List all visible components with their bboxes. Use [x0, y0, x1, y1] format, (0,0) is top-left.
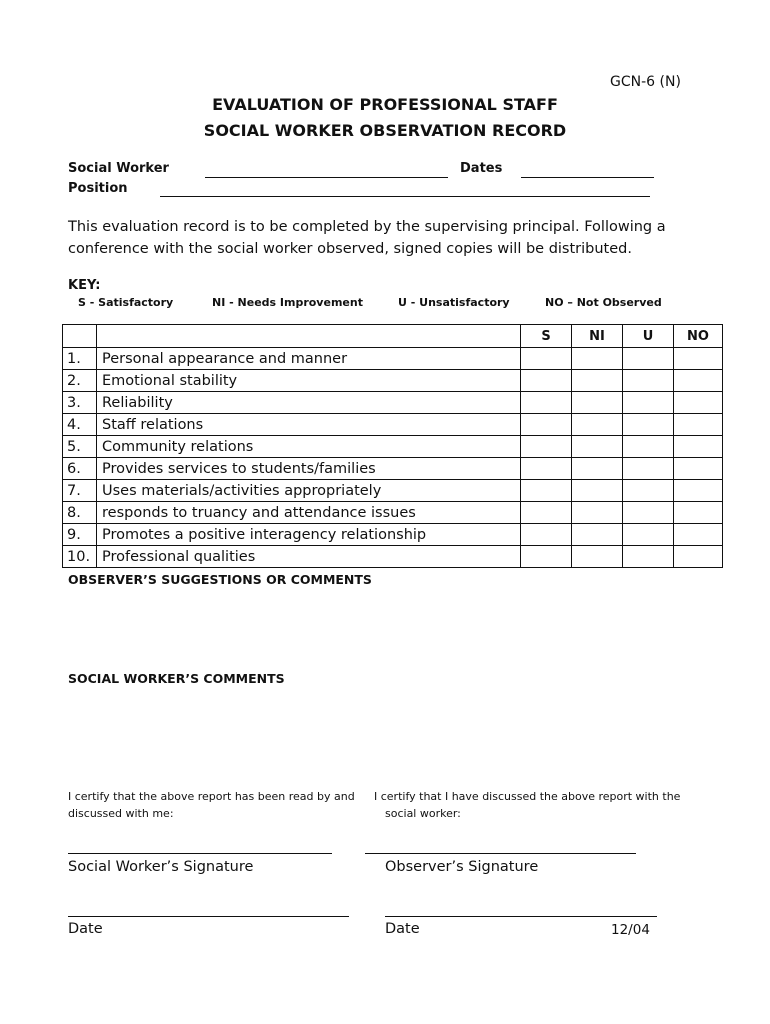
key-needs-improvement: NI - Needs Improvement: [212, 296, 363, 309]
worker-date-label: Date: [68, 921, 103, 937]
rating-cell-ni[interactable]: [572, 436, 623, 458]
rating-cell-u[interactable]: [623, 348, 674, 370]
rating-cell-ni[interactable]: [572, 392, 623, 414]
rating-cell-s[interactable]: [521, 436, 572, 458]
row-criterion: Uses materials/activities appropriately: [97, 480, 521, 502]
rating-cell-no[interactable]: [674, 546, 723, 568]
row-number: 9.: [63, 524, 97, 546]
page-title: EVALUATION OF PROFESSIONAL STAFF: [212, 95, 558, 114]
table-row: [63, 392, 723, 414]
column-s: S: [521, 325, 572, 348]
row-criterion: Staff relations: [97, 414, 521, 436]
worker-date-line[interactable]: [68, 916, 349, 917]
social-worker-field[interactable]: [205, 177, 448, 178]
table-row: [63, 480, 723, 502]
revision-date: 12/04: [611, 922, 650, 938]
row-criterion: Provides services to students/families: [97, 458, 521, 480]
rating-cell-no[interactable]: [674, 502, 723, 524]
worker-signature-line[interactable]: [68, 853, 332, 854]
rating-cell-s[interactable]: [521, 348, 572, 370]
column-no: NO: [674, 325, 723, 348]
page-subtitle: SOCIAL WORKER OBSERVATION RECORD: [203, 121, 567, 140]
observer-comments-area[interactable]: [68, 592, 688, 662]
dates-field[interactable]: [521, 177, 654, 178]
table-header-row: [63, 325, 723, 348]
table-row: [63, 436, 723, 458]
row-criterion: Professional qualities: [97, 546, 521, 568]
rating-table: [62, 324, 723, 568]
social-worker-label: Social Worker: [68, 161, 169, 176]
row-criterion: Community relations: [97, 436, 521, 458]
rating-cell-ni[interactable]: [572, 480, 623, 502]
rating-cell-s[interactable]: [521, 458, 572, 480]
rating-cell-ni[interactable]: [572, 546, 623, 568]
rating-cell-ni[interactable]: [572, 370, 623, 392]
position-label: Position: [68, 181, 128, 196]
certify-worker-text: I certify that the above report has been read by and discussed with me:: [68, 790, 355, 820]
worker-comments-heading: SOCIAL WORKER’S COMMENTS: [68, 671, 285, 686]
observer-date-label: Date: [385, 921, 420, 937]
row-number: 5.: [63, 436, 97, 458]
column-u: U: [623, 325, 674, 348]
row-number: 7.: [63, 480, 97, 502]
rating-cell-u[interactable]: [623, 414, 674, 436]
column-ni: NI: [572, 325, 623, 348]
rating-cell-no[interactable]: [674, 392, 723, 414]
row-criterion: Reliability: [97, 392, 521, 414]
form-code: GCN-6 (N): [610, 74, 681, 90]
observer-signature-label: Observer’s Signature: [385, 859, 539, 875]
rating-cell-s[interactable]: [521, 524, 572, 546]
rating-cell-no[interactable]: [674, 524, 723, 546]
table-row: [63, 370, 723, 392]
intro-text: This evaluation record is to be completed by the supervising principal. Following a conference with the social worker observed, signed copies will be distributed.: [68, 219, 666, 257]
row-number: 1.: [63, 348, 97, 370]
row-number: 3.: [63, 392, 97, 414]
row-number: 10.: [63, 546, 97, 568]
key-unsatisfactory: U - Unsatisfactory: [398, 296, 510, 309]
rating-cell-ni[interactable]: [572, 348, 623, 370]
rating-cell-no[interactable]: [674, 370, 723, 392]
dates-label: Dates: [460, 161, 503, 176]
rating-cell-no[interactable]: [674, 414, 723, 436]
key-satisfactory: S - Satisfactory: [78, 296, 174, 309]
key-title: KEY:: [68, 278, 101, 293]
rating-cell-ni[interactable]: [572, 524, 623, 546]
row-criterion: Promotes a positive interagency relationship: [97, 524, 521, 546]
rating-cell-s[interactable]: [521, 480, 572, 502]
certify-observer-text: I certify that I have discussed the above report with the: [374, 790, 681, 803]
worker-signature-label: Social Worker’s Signature: [68, 859, 254, 875]
rating-cell-u[interactable]: [623, 480, 674, 502]
rating-cell-u[interactable]: [623, 458, 674, 480]
row-number: 8.: [63, 502, 97, 524]
table-row: [63, 502, 723, 524]
rating-cell-u[interactable]: [623, 370, 674, 392]
rating-cell-s[interactable]: [521, 392, 572, 414]
rating-cell-s[interactable]: [521, 546, 572, 568]
key-not-observed: NO – Not Observed: [545, 296, 662, 309]
rating-cell-ni[interactable]: [572, 414, 623, 436]
row-criterion: Emotional stability: [97, 370, 521, 392]
rating-cell-s[interactable]: [521, 414, 572, 436]
table-row: [63, 458, 723, 480]
rating-cell-ni[interactable]: [572, 458, 623, 480]
observer-comments-heading: OBSERVER’S SUGGESTIONS OR COMMENTS: [68, 572, 372, 587]
row-criterion: Personal appearance and manner: [97, 348, 521, 370]
rating-cell-u[interactable]: [623, 436, 674, 458]
row-number: 2.: [63, 370, 97, 392]
row-number: 6.: [63, 458, 97, 480]
rating-cell-no[interactable]: [674, 480, 723, 502]
rating-cell-u[interactable]: [623, 392, 674, 414]
rating-cell-no[interactable]: [674, 348, 723, 370]
rating-cell-u[interactable]: [623, 524, 674, 546]
rating-cell-ni[interactable]: [572, 502, 623, 524]
row-criterion: responds to truancy and attendance issues: [97, 502, 521, 524]
worker-comments-area[interactable]: [68, 691, 688, 781]
rating-cell-s[interactable]: [521, 370, 572, 392]
rating-cell-s[interactable]: [521, 502, 572, 524]
row-number: 4.: [63, 414, 97, 436]
rating-cell-no[interactable]: [674, 436, 723, 458]
observer-date-line[interactable]: [385, 916, 657, 917]
table-row: [63, 524, 723, 546]
rating-cell-no[interactable]: [674, 458, 723, 480]
certify-observer-text-line2: social worker:: [385, 807, 461, 820]
position-field[interactable]: [160, 196, 650, 197]
observer-signature-line[interactable]: [365, 853, 636, 854]
rating-cell-u[interactable]: [623, 502, 674, 524]
table-row: [63, 414, 723, 436]
table-row: [63, 348, 723, 370]
table-row: [63, 546, 723, 568]
rating-cell-u[interactable]: [623, 546, 674, 568]
